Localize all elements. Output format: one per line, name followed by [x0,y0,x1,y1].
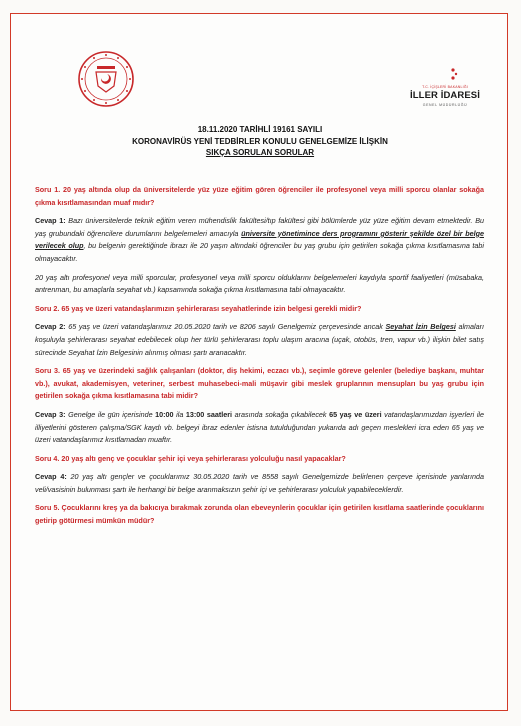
answer-3-bold-3: 65 yaş ve üzeri [329,409,382,419]
question-3: Soru 3. 65 yaş ve üzerindeki sağlık çalışanları (doktor, diş hekimi, eczacı vb.), seçimle göreve gelenler (belediye başkanı, muhtar vb.), avukat, akademisyen, veteriner, serbest muhasebeci-mali müşavir gibi meslek gruplarının mensupları bu yaş grubu için getirilen sokağa çıkma kısıtlamasına tabi midir? [35,366,484,401]
answer-3-bold-1: 10:00 [155,409,174,419]
document-page [10,13,508,711]
answer-4-label: Cevap 4: [35,472,67,482]
answer-3-bold-2: 13:00 saatleri [185,409,233,419]
logo-title: İLLER İDARESİ [410,90,480,101]
answer-1-text-a: Bazı üniversitelerde teknik eğitim veren mühendislik fakültesi/tıp fakültesi gibi bölümlerde yüz yüze eğitim devam etmektedir. Bu yaş grubundaki öğrencilere durumlarını belgelemeleri amacıyla [35,216,484,238]
answer-3-label: Cevap 3: [35,409,66,419]
question-4: Soru 4. 20 yaş altı genç ve çocuklar şehir içi veya şehirlerarası yolculuğu nasıl yapacaklar? [35,453,346,463]
document-header [11,124,509,159]
answer-2-text-b: almaları koşuluyla şehirlerarası seyahat edebilecek olup her türlü şehirlerarası toplu ulaşım aracına (uçak, otobüs, tren, vapur vb.) ilişkin bilet satış sürecinde Seyahat İzin Belgesinin alınmış olması şartı aranacaktır. [35,322,485,357]
answer-1-emphasis: üniversite yönetimince ders programını gösterir şekilde özel bir belge verilecek olup [35,228,484,251]
header-line-2: KORONAVİRÜS YENİ TEDBİRLER KONULU GENELGEMİZE İLİŞKİN [132,136,388,146]
header-line-1: 18.11.2020 TARİHLİ 19161 SAYILI [197,125,323,134]
answer-1-text-b: , bu belgenin gerektiğinde ibrazı ile 20 yaşın altındaki öğrenciler bu yaş grubu için getirilen sokağa çıkma kısıtlamasına tabi olmayacaktır. [35,241,484,263]
question-2: Soru 2. 65 yaş ve üzeri vatandaşlarımızın şehirlerarası seyahatlerinde izin belgesi gerekli midir? [35,303,362,313]
answer-3-text-d: vatandaşlarımızdan işyerleri ile illiyetlerini gösteren çalışma/SGK kaydı vb. belgeyi ibraz edenler istisna tutulduğundan yukarıda adı geçen meslekleri icra eden 65 yaş ve üzeri vatandaşlarımız kısıtlamadan muaftır. [35,409,485,445]
iller-idaresi-logo [409,61,481,117]
answer-2-label: Cevap 2: [35,322,66,332]
answer-1-paragraph-2: 20 yaş altı profesyonel veya milli sporcular, profesyonel veya milli sporcu olduklarını belgelemeleri kaydıyla sportif faaliyetleri (müsabaka, antrenman, bu amaçlarla seyahat vb.) kapsamında sokağa çıkma kısıtlamasına tabi olmayacaktır. [35,272,484,295]
logo-subtitle: GENEL MÜDÜRLÜĞÜ [422,103,468,107]
answer-3-text-c: arasında sokağa çıkabilecek [232,409,330,419]
answer-2 [35,321,484,359]
ministry-seal-logo [77,50,135,108]
answer-2-text-a: 65 yaş ve üzeri vatandaşlarımız 20.05.2020 tarih ve 8206 sayılı Genelgemiz çerçevesinde ancak [65,322,386,332]
answer-1-label: Cevap 1: [35,216,66,226]
header-line-3: SIKÇA SORULAN SORULAR [205,148,315,157]
question-1: Soru 1. 20 yaş altında olup da üniversitelerde yüz yüze eğitim gören öğrenciler ile profesyonel veya milli sporcu olanlar sokağa çıkma kısıtlamasından muaf mıdır? [35,185,484,207]
answer-1 [35,215,484,265]
logo-ministry-text: T.C. İÇİŞLERİ BAKANLIĞI [422,85,468,89]
faq-content [35,184,484,534]
answer-2-emphasis: Seyahat İzin Belgesi [385,322,456,332]
answer-3-text-a: Genelge ile gün içerisinde [65,409,156,419]
answer-4 [35,471,484,496]
answer-3 [35,409,484,447]
crescent-icon [431,61,461,85]
answer-4-text: 20 yaş altı gençler ve çocuklarımız 30.05.2020 tarih ve 8558 sayılı Genelgemizde belirlenen çerçeve içerisinde yanlarında veli/vasisinin bulunması şartı ile herhangi bir belge aranmaksızın şehir içi ve şehirlerarası yolculuk yapabileceklerdir. [35,472,485,494]
answer-3-text-b: ila [173,409,186,419]
question-5: Soru 5. Çocuklarını kreş ya da bakıcıya bırakmak zorunda olan ebeveynlerin çocuklar için getirilen kısıtlama saatlerinde çocuklarını getirip götürmesi mümkün müdür? [35,503,484,526]
